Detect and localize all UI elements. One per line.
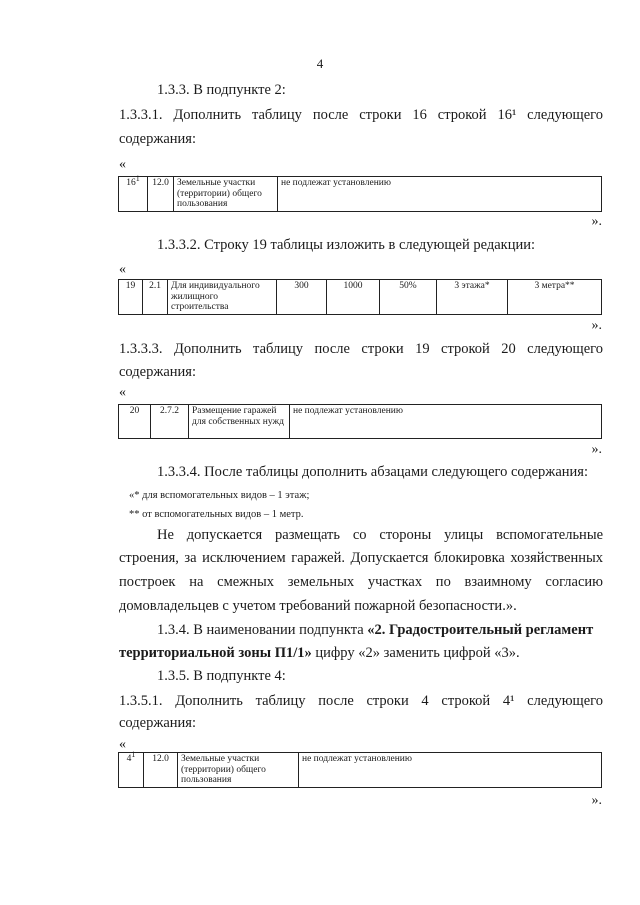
table-row-20 xyxy=(118,404,602,439)
row-code-cell: 2.1 xyxy=(143,280,168,315)
close-quote: ». xyxy=(591,442,602,457)
paragraph-1-3-5: 1.3.5. В подпункте 4: xyxy=(157,668,286,684)
table-row-19 xyxy=(118,279,602,315)
paragraph-1-3-4-prefix: 1.3.4. В наименовании подпункта xyxy=(157,622,368,638)
open-quote: « xyxy=(119,737,126,752)
min-area-cell: 300 xyxy=(277,280,327,315)
open-quote: « xyxy=(119,157,126,172)
table-row-16-1 xyxy=(118,173,602,212)
paragraph-1-3-3-2: 1.3.3.2. Строку 19 таблицы изложить в следующей редакции: xyxy=(157,237,536,253)
subpoint-title-bold-part2: территориальной зоны П1/1» xyxy=(119,645,312,661)
row-name-cell: Для индивидуального жилищного строительства xyxy=(168,280,277,315)
row-number-cell: $4^1$ xyxy=(119,753,144,788)
paragraph-1-3-5-1-line2: содержания: xyxy=(119,715,197,731)
row-name-cell: Земельные участки (территории) общего пользования xyxy=(178,753,299,788)
row-value-cell: не подлежат установлению xyxy=(299,753,602,788)
row-value-cell: не подлежат установлению xyxy=(290,405,602,439)
footnote-line-2: ** от вспомогательных видов – 1 метр. xyxy=(129,509,304,520)
paragraph-1-3-3-3-line2: содержания: xyxy=(119,364,197,380)
page-number: 4 xyxy=(316,56,324,71)
row-name-cell: Земельные участки (территории) общего пользования xyxy=(174,177,278,212)
row-code-cell: 12.0 xyxy=(148,177,174,212)
row-code-cell: 12.0 xyxy=(144,753,178,788)
paragraph-1-3-4-suffix: цифру «2» заменить цифрой «3». xyxy=(311,645,520,661)
row-value-cell: не подлежат установлению xyxy=(278,177,602,212)
paragraph-body-line1: Не допускается размещать со стороны улицы вспомогательные xyxy=(157,527,603,543)
floors-cell: 3 этажа* xyxy=(437,280,508,315)
paragraph-body-line3: построек на смежных земельных участках по взаимному согласию xyxy=(119,574,603,590)
paragraph-1-3-5-1-line1: 1.3.5.1. Дополнить таблицу после строки 4 строкой 4¹ следующего xyxy=(119,693,603,709)
close-quote: ». xyxy=(591,318,602,333)
paragraph-1-3-4-line2 xyxy=(119,645,520,662)
subpoint-title-bold-part1: «2. Градостроительный регламент xyxy=(367,622,594,638)
open-quote: « xyxy=(119,262,126,277)
row-name-cell: Размещение гаражей для собственных нужд xyxy=(189,405,290,439)
close-quote: ». xyxy=(591,793,602,808)
paragraph-body-line4: домовладельцев с учетом требований пожарной безопасности.». xyxy=(119,598,517,614)
paragraph-1-3-3-1-line2: содержания: xyxy=(119,131,197,147)
paragraph-1-3-3-1-line1: 1.3.3.1. Дополнить таблицу после строки 16 строкой 16¹ следующего xyxy=(119,107,603,123)
close-quote: ». xyxy=(591,214,602,229)
coverage-cell: 50% xyxy=(380,280,437,315)
row-code-cell: 2.7.2 xyxy=(151,405,189,439)
footnote-line-1: «* для вспомогательных видов – 1 этаж; xyxy=(129,490,310,501)
paragraph-1-3-4-line1 xyxy=(157,622,593,639)
table-row-4-1 xyxy=(118,749,602,788)
row-number-cell: $16^1$ xyxy=(119,177,148,212)
setback-cell: 3 метра** xyxy=(508,280,602,315)
paragraph-1-3-3-3-line1: 1.3.3.3. Дополнить таблицу после строки 19 строкой 20 следующего xyxy=(119,341,603,357)
paragraph-1-3-3-4: 1.3.3.4. После таблицы дополнить абзацами следующего содержания: xyxy=(157,464,588,480)
paragraph-body-line2: строения, за исключением гаражей. Допускается блокировка хозяйственных xyxy=(119,550,603,566)
paragraph-1-3-3: 1.3.3. В подпункте 2: xyxy=(157,82,286,98)
row-number-cell: 19 xyxy=(119,280,143,315)
row-number-cell: 20 xyxy=(119,405,151,439)
max-area-cell: 1000 xyxy=(327,280,380,315)
open-quote: « xyxy=(119,385,126,400)
